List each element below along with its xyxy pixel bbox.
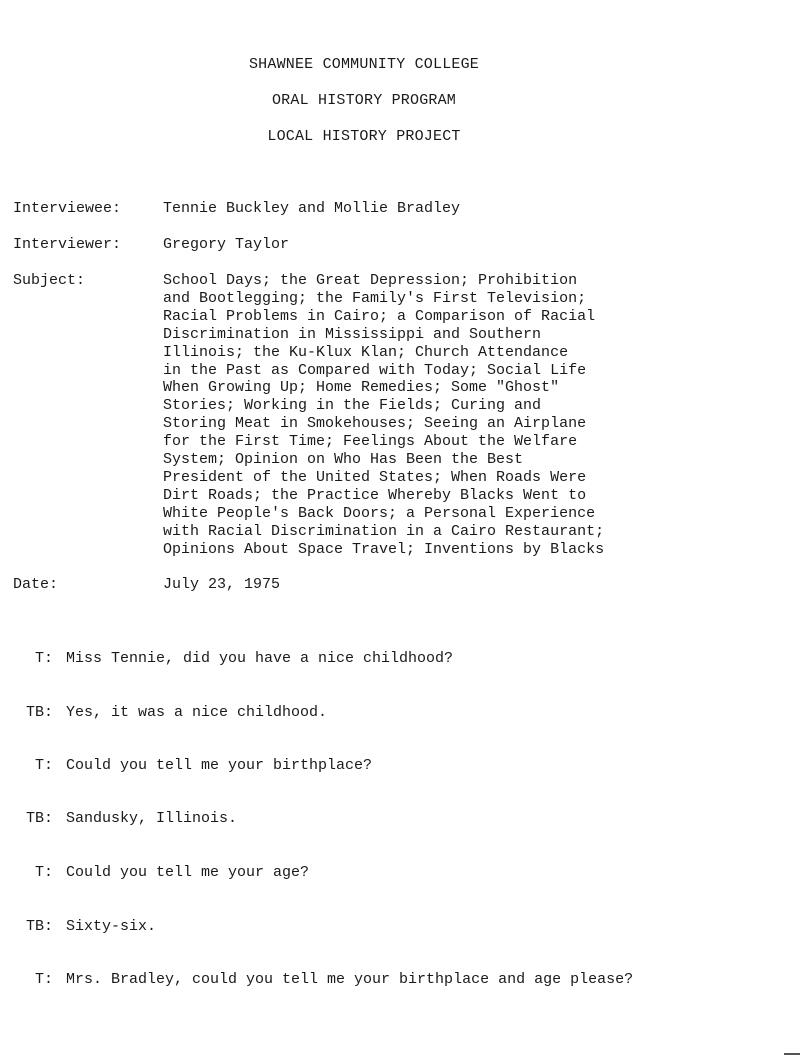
subject-label: Subject:: [13, 272, 86, 289]
interviewer-label: Interviewer:: [13, 236, 122, 253]
interviewee-label: Interviewee:: [13, 200, 122, 217]
speaker-label: TB:: [25, 918, 53, 935]
speaker-label: TB:: [25, 704, 53, 721]
utterance-text: Yes, it was a nice childhood.: [66, 704, 328, 721]
speaker-label: TB:: [25, 810, 53, 827]
speaker-label: T:: [34, 650, 53, 667]
college-name: SHAWNEE COMMUNITY COLLEGE: [248, 56, 480, 73]
subject-value: School Days; the Great Depression; Prohibition and Bootlegging; the Family's First Television; Racial Problems in Cairo; a Comparison of Racial Discrimination in Mississippi and Southern Illinois; the Ku-Klux Klan; Church Attendance in the Past as Compared with Today; Social Life When Growing Up; Home Remedies; Some "Ghost" Stories; Working in the Fields; Curing and Storing Meat in Smokehouses; Seeing an Airplane for the First Time; Feelings About the Welfare System; Opinion on Who Has Been the Best President of the United States; When Roads Were Dirt Roads; the Practice Whereby Blacks Went to White People's Back Doors; a Personal Experience with Racial Discrimination in a Cairo Restaurant; Opinions About Space Travel; Inventions by Blacks: [163, 272, 605, 558]
program-name: ORAL HISTORY PROGRAM: [271, 92, 457, 109]
date-label: Date:: [13, 576, 59, 593]
utterance-text: Could you tell me your age?: [66, 864, 310, 881]
speaker-label: T:: [34, 971, 53, 988]
date-value: July 23, 1975: [163, 576, 281, 593]
project-name: LOCAL HISTORY PROJECT: [267, 128, 461, 145]
interviewee-value: Tennie Buckley and Mollie Bradley: [163, 200, 461, 217]
utterance-text: Sandusky, Illinois.: [66, 810, 238, 827]
utterance-text: Sixty-six.: [66, 918, 157, 935]
utterance-text: Could you tell me your birthplace?: [66, 757, 373, 774]
utterance-text: Mrs. Bradley, could you tell me your birthplace and age please?: [66, 971, 634, 988]
speaker-label: T:: [34, 864, 53, 881]
interviewer-value: Gregory Taylor: [163, 236, 290, 253]
utterance-text: Miss Tennie, did you have a nice childhood?: [66, 650, 454, 667]
speaker-label: T:: [34, 757, 53, 774]
